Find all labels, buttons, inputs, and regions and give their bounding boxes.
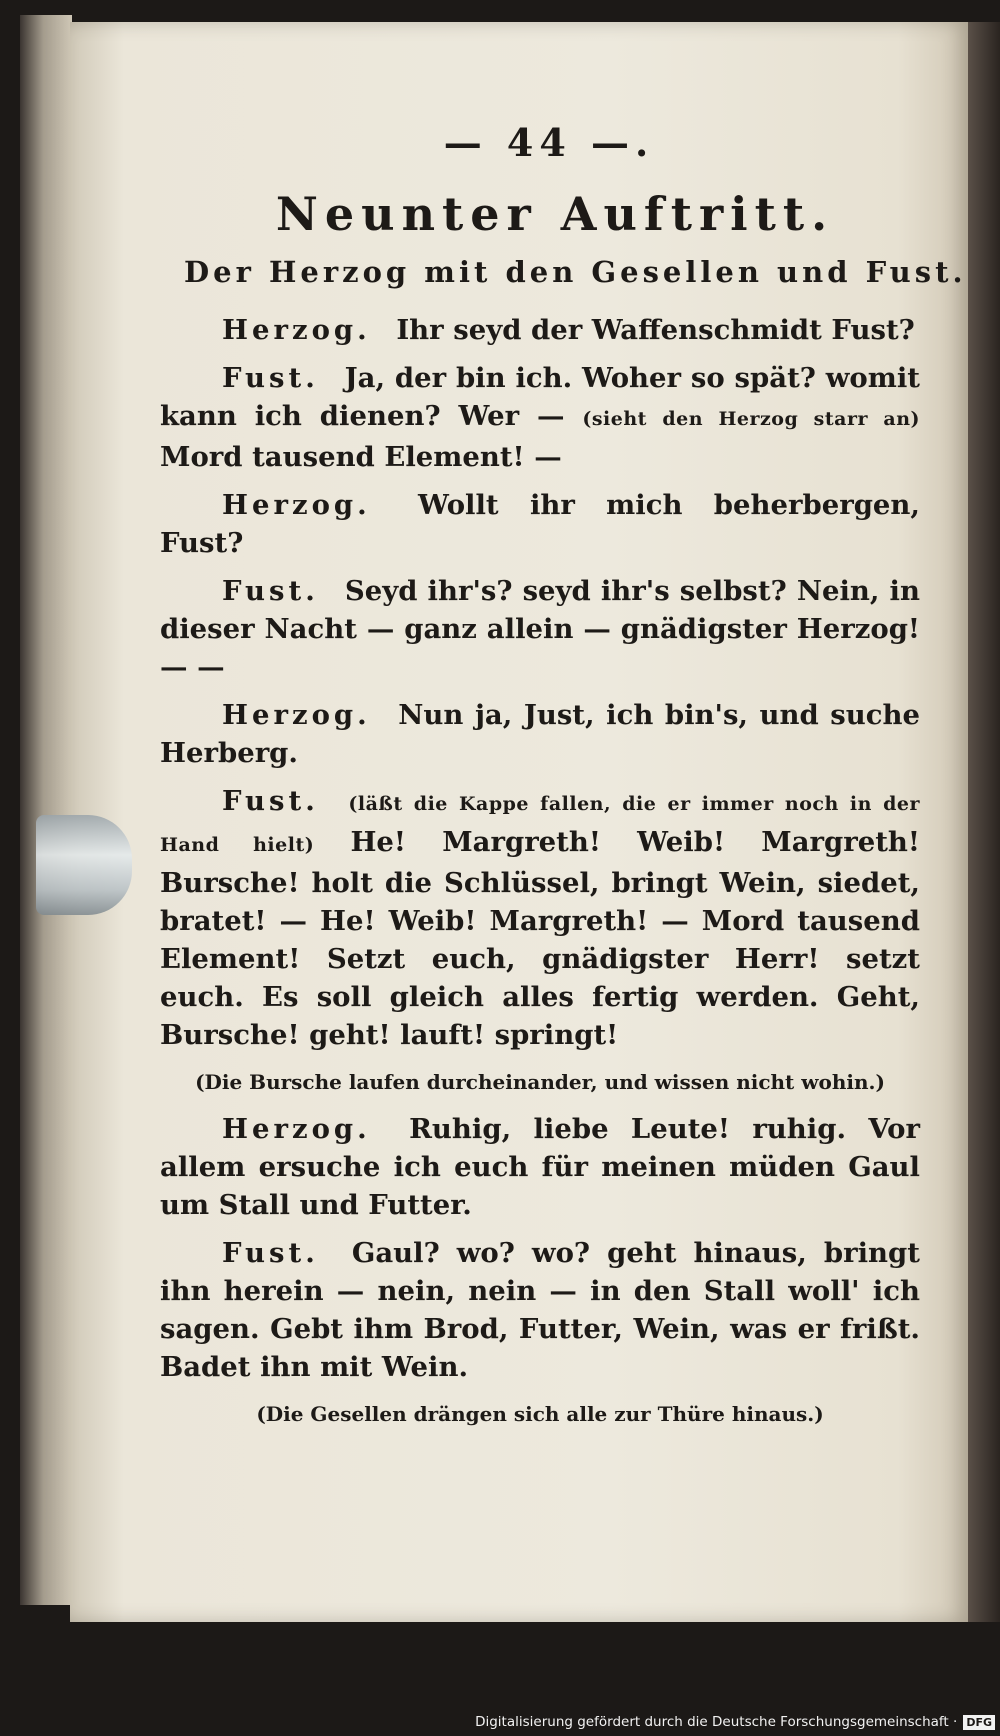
speech-fust-1 xyxy=(160,359,920,476)
speech-text: Ruhig, liebe Leute! ruhig. Vor allem ersuche ich euch für meinen müden Gaul um Stall und Futter. xyxy=(160,1113,921,1221)
stage-direction: (Die Bursche laufen durcheinander, und wissen nicht wohin.) xyxy=(195,1070,885,1094)
speech-text: Gaul? wo? wo? geht hinaus, bringt ihn herein — nein, nein — in den Stall woll' ich sagen. Gebt ihm Brod, Futter, Wein, was er frißt. Badet ihn mit Wein. xyxy=(160,1237,920,1383)
scene-cast: Der Herzog mit den Gesellen und Fust. xyxy=(184,255,967,289)
speech-herzog-3 xyxy=(160,696,920,772)
speech-text: Ja, der bin ich. Woher so spät? womit kann ich dienen? Wer — xyxy=(160,362,920,432)
scene-title: Neunter Auftritt. xyxy=(275,187,835,241)
speech-text: Ihr seyd der Waffenschmidt Fust? xyxy=(396,314,915,346)
speech-fust-4 xyxy=(160,1234,920,1386)
speaker-label: Fust. xyxy=(222,575,319,607)
digitization-footer xyxy=(475,1712,995,1732)
stage-direction-inline: (läßt die Kappe fallen, die er immer noch in der Hand hielt) xyxy=(160,793,920,856)
speech-text: He! Margreth! Weib! Margreth! Bursche! holt die Schlüssel, bringt Wein, siedet, bratet! — He! Weib! Margreth! — Mord tausend Element! Setzt euch, gnädigster Herr! setzt euch. Es soll gleich alles fertig werden. Geht, Bursche! geht! lauft! springt! xyxy=(160,826,920,1051)
speaker-label: Herzog. xyxy=(222,699,371,731)
page-clip xyxy=(36,815,132,915)
speech-text: Nun ja, Just, ich bin's, und suche Herberg. xyxy=(160,699,920,769)
dfg-logo: DFG xyxy=(963,1715,995,1730)
speech-text: Wollt ihr mich beherbergen, Fust? xyxy=(160,489,920,559)
speech-fust-2 xyxy=(160,572,920,686)
speech-fust-3 xyxy=(160,782,920,1054)
speaker-label: Fust. xyxy=(222,1237,319,1269)
stage-direction-inline: (sieht den Herzog starr an) xyxy=(582,408,920,430)
speech-text: Mord tausend Element! — xyxy=(160,441,562,473)
stage-direction: (Die Gesellen drängen sich alle zur Thüre hinaus.) xyxy=(256,1402,824,1426)
page-content xyxy=(160,120,967,1442)
speech-herzog-4 xyxy=(160,1110,920,1224)
speech-text: Seyd ihr's? seyd ihr's selbst? Nein, in dieser Nacht — ganz allein — gnädigster Herzog! — — xyxy=(160,575,920,683)
footer-credit: Digitalisierung gefördert durch die Deutsche Forschungsgemeinschaft · xyxy=(475,1714,958,1730)
speaker-label: Herzog. xyxy=(222,489,371,521)
speech-herzog-2 xyxy=(160,486,920,562)
speech-herzog-1 xyxy=(160,311,920,349)
speaker-label: Fust. xyxy=(222,785,319,817)
book-right-edge xyxy=(968,22,1000,1622)
book-spine-edge xyxy=(20,15,72,1605)
speaker-label: Herzog. xyxy=(222,1113,371,1145)
page-number: — 44 —. xyxy=(443,120,655,165)
speaker-label: Herzog. xyxy=(222,314,371,346)
speaker-label: Fust. xyxy=(222,362,319,394)
